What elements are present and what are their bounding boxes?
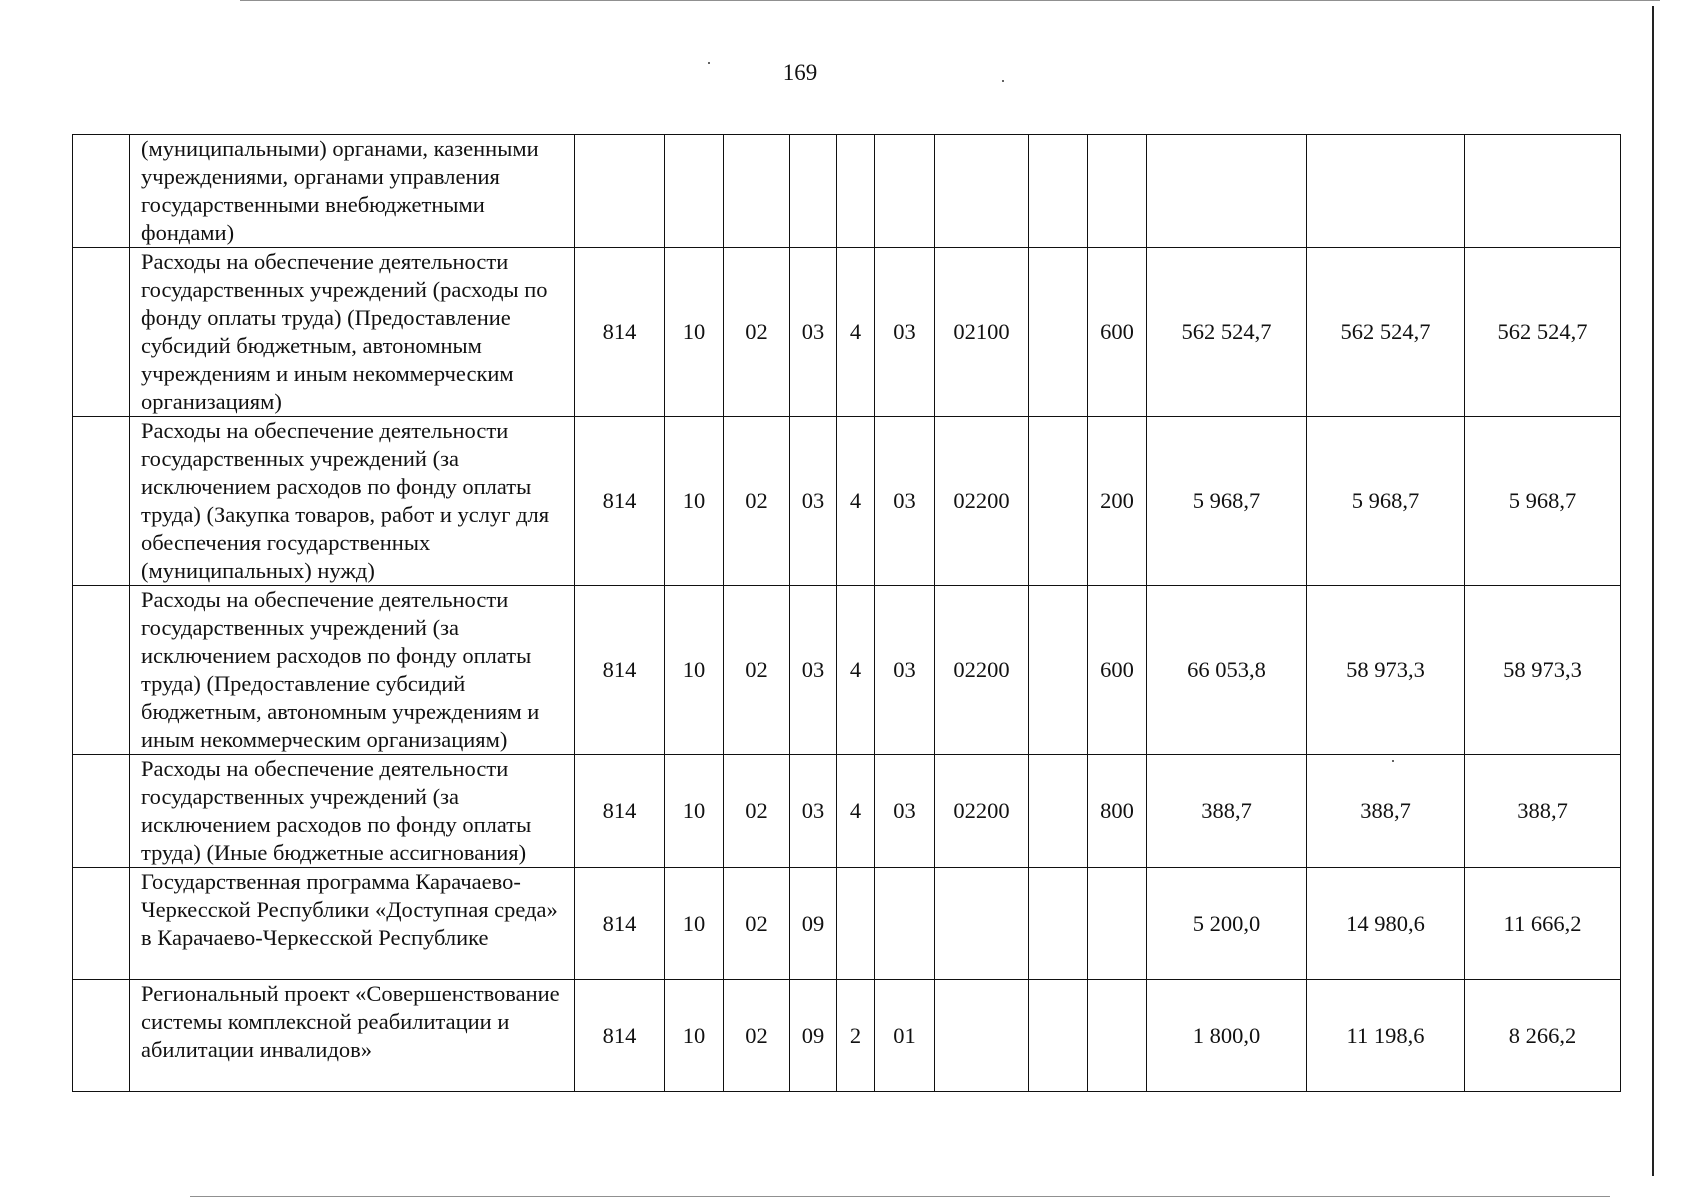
- code-direction: 02100: [935, 248, 1029, 417]
- amount-year-3: 5 968,7: [1465, 417, 1621, 586]
- code-ministry: 814: [575, 417, 665, 586]
- code-expense-type: [1088, 980, 1147, 1092]
- row-description: Расходы на обеспечение деятельности государственных учреждений (расходы по фонду оплаты труда) (Предоставление субсидий бюджетным, автономным учреждениям и иным некоммерческим организациям): [130, 248, 575, 417]
- code-subprogram: 03: [875, 248, 935, 417]
- code-section: 10: [665, 248, 724, 417]
- amount-year-1: 5 200,0: [1147, 868, 1307, 980]
- code-section: 10: [665, 755, 724, 868]
- row-number-cell: [73, 868, 130, 980]
- code-program: 09: [790, 980, 837, 1092]
- code-subprogram: 03: [875, 586, 935, 755]
- code-ministry: 814: [575, 755, 665, 868]
- code-subprogram: 03: [875, 417, 935, 586]
- row-description: Расходы на обеспечение деятельности государственных учреждений (за исключением расходов по фонду оплаты труда) (Предоставление субсидий бюджетным, автономным учреждениям и иным некоммерческим организациям): [130, 586, 575, 755]
- row-description: Расходы на обеспечение деятельности государственных учреждений (за исключением расходов по фонду оплаты труда) (Иные бюджетные ассигнования): [130, 755, 575, 868]
- code-program-type: [837, 135, 875, 248]
- code-subprogram: [875, 868, 935, 980]
- row-number-cell: [73, 980, 130, 1092]
- code-program: [790, 135, 837, 248]
- code-expense-type: [1088, 135, 1147, 248]
- table-row: [73, 755, 1621, 868]
- amount-year-2: 388,7: [1307, 755, 1465, 868]
- code-ministry: [575, 135, 665, 248]
- code-program-type: 4: [837, 248, 875, 417]
- code-reserved: [1029, 868, 1088, 980]
- amount-year-1: 66 053,8: [1147, 586, 1307, 755]
- code-program-type: 2: [837, 980, 875, 1092]
- code-expense-type: 600: [1088, 248, 1147, 417]
- scan-speck: [1002, 80, 1004, 82]
- amount-year-1: 5 968,7: [1147, 417, 1307, 586]
- code-subprogram: 01: [875, 980, 935, 1092]
- code-direction: [935, 135, 1029, 248]
- amount-year-2: 11 198,6: [1307, 980, 1465, 1092]
- code-program-type: 4: [837, 755, 875, 868]
- page-number: 169: [782, 60, 818, 85]
- amount-year-3: 8 266,2: [1465, 980, 1621, 1092]
- code-subsection: 02: [724, 417, 790, 586]
- code-subsection: 02: [724, 248, 790, 417]
- code-expense-type: 600: [1088, 586, 1147, 755]
- amount-year-3: [1465, 135, 1621, 248]
- code-direction: 02200: [935, 417, 1029, 586]
- code-direction: 02200: [935, 755, 1029, 868]
- code-expense-type: 800: [1088, 755, 1147, 868]
- code-direction: 02200: [935, 586, 1029, 755]
- code-section: 10: [665, 868, 724, 980]
- code-program: 03: [790, 755, 837, 868]
- amount-year-2: 5 968,7: [1307, 417, 1465, 586]
- amount-year-1: 1 800,0: [1147, 980, 1307, 1092]
- row-description: Региональный проект «Совершенствование системы комплексной реабилитации и абилитации инвалидов»: [130, 980, 575, 1092]
- amount-year-1: 562 524,7: [1147, 248, 1307, 417]
- code-program: 03: [790, 417, 837, 586]
- code-program-type: [837, 868, 875, 980]
- row-number-cell: [73, 248, 130, 417]
- amount-year-1: 388,7: [1147, 755, 1307, 868]
- amount-year-2: 58 973,3: [1307, 586, 1465, 755]
- code-program: 03: [790, 586, 837, 755]
- table-row: [73, 248, 1621, 417]
- code-reserved: [1029, 586, 1088, 755]
- amount-year-1: [1147, 135, 1307, 248]
- code-expense-type: [1088, 868, 1147, 980]
- scan-speck: [708, 62, 710, 64]
- code-ministry: 814: [575, 586, 665, 755]
- row-number-cell: [73, 417, 130, 586]
- code-subsection: 02: [724, 868, 790, 980]
- code-program-type: 4: [837, 417, 875, 586]
- table-row: [73, 586, 1621, 755]
- code-ministry: 814: [575, 868, 665, 980]
- row-number-cell: [73, 755, 130, 868]
- code-subsection: 02: [724, 980, 790, 1092]
- code-reserved: [1029, 417, 1088, 586]
- amount-year-2: [1307, 135, 1465, 248]
- amount-year-3: 11 666,2: [1465, 868, 1621, 980]
- code-reserved: [1029, 248, 1088, 417]
- amount-year-3: 58 973,3: [1465, 586, 1621, 755]
- scan-edge-bottom: [190, 1196, 1610, 1197]
- row-description: (муниципальными) органами, казенными учреждениями, органами управления государственными внебюджетными фондами): [130, 135, 575, 248]
- table-row: [73, 980, 1621, 1092]
- table-row: [73, 135, 1621, 248]
- code-section: 10: [665, 417, 724, 586]
- row-description: Государственная программа Карачаево-Черкесской Республики «Доступная среда» в Карачаево-Черкесской Республике: [130, 868, 575, 980]
- scan-edge-right: [1652, 6, 1654, 1176]
- code-direction: [935, 868, 1029, 980]
- code-subprogram: 03: [875, 755, 935, 868]
- code-subprogram: [875, 135, 935, 248]
- code-subsection: 02: [724, 755, 790, 868]
- row-description: Расходы на обеспечение деятельности государственных учреждений (за исключением расходов по фонду оплаты труда) (Закупка товаров, работ и услуг для обеспечения государственных (муниципальных) нужд): [130, 417, 575, 586]
- row-number-cell: [73, 135, 130, 248]
- table-row: [73, 868, 1621, 980]
- code-section: [665, 135, 724, 248]
- code-ministry: 814: [575, 980, 665, 1092]
- amount-year-2: 14 980,6: [1307, 868, 1465, 980]
- amount-year-3: 388,7: [1465, 755, 1621, 868]
- code-subsection: 02: [724, 586, 790, 755]
- row-number-cell: [73, 586, 130, 755]
- code-expense-type: 200: [1088, 417, 1147, 586]
- code-direction: [935, 980, 1029, 1092]
- code-subsection: [724, 135, 790, 248]
- code-reserved: [1029, 135, 1088, 248]
- amount-year-3: 562 524,7: [1465, 248, 1621, 417]
- code-reserved: [1029, 755, 1088, 868]
- code-section: 10: [665, 980, 724, 1092]
- code-section: 10: [665, 586, 724, 755]
- amount-year-2: 562 524,7: [1307, 248, 1465, 417]
- code-program-type: 4: [837, 586, 875, 755]
- code-program: 03: [790, 248, 837, 417]
- code-ministry: 814: [575, 248, 665, 417]
- scan-edge-top: [240, 0, 1660, 1]
- code-reserved: [1029, 980, 1088, 1092]
- budget-table: [72, 134, 1621, 1092]
- table-row: [73, 417, 1621, 586]
- code-program: 09: [790, 868, 837, 980]
